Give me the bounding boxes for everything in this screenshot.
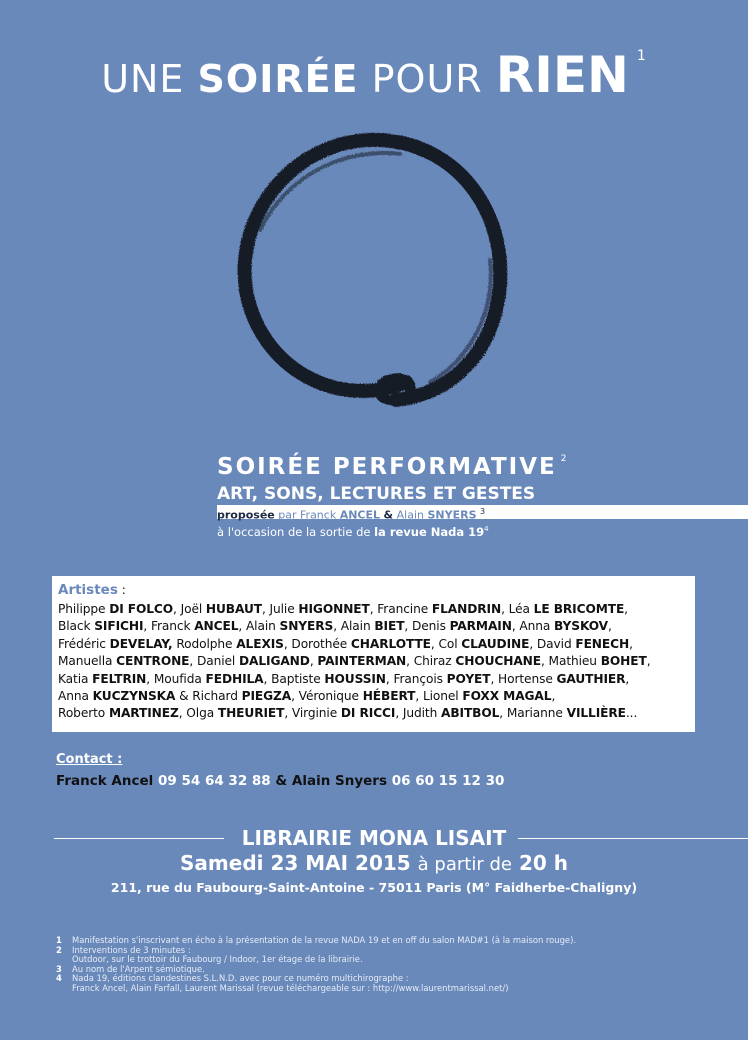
artist-surname: MARTINEZ [108,706,179,721]
artist-surname: HUBAUT [205,602,262,616]
title-note: 1 [636,48,647,64]
poster-title [0,46,748,104]
proposed-by-row: proposée par Franck ANCEL & Alain SNYERS $^3$ [217,505,748,519]
artist-surname: BYSKOV [554,619,609,634]
artists-line: Philippe DI FOLCO, Joël HUBAUT, Julie HIGONNET, Francine FLANDRIN, Léa LE BRICOMTE, [58,602,628,616]
artist-surname: DI FOLCO [109,602,174,616]
artist-surname: FOXX MAGAL [462,689,552,704]
artist-surname: ABITBOL [440,706,500,721]
artist-surname: PARMAIN [449,619,512,634]
artist-surname: PIEGZA [241,689,292,704]
artist-surname: POYET [446,671,491,686]
artist-surname: HÉBERT [362,689,416,704]
artist-surname: SNYERS [279,619,334,634]
performance-subtitle: ART, SONS, LECTURES ET GESTES [217,484,536,504]
artist-surname: CHOUCHANE [455,654,541,669]
artist-surname: FELTRIN [92,671,147,686]
footnote: 2 Interventions de 3 minutes : Outdoor, sur le trottoir du Faubourg / Indoor, 1er étage de la librairie. [56,944,363,965]
contact-phone-2: 06 60 15 12 30 [391,773,505,789]
artist-surname: PAINTERMAN [317,654,407,669]
footnotes [56,936,736,994]
artist-surname: BIET [374,619,405,634]
title-word-2: SOIRÉE [197,57,359,101]
artist-surname: DI RICCI [340,706,396,721]
artist-surname: FENECH [575,636,630,651]
artists-line: Katia FELTRIN, Moufida FEDHILA, Baptiste HOUSSIN, François POYET, Hortense GAUTHIER, [58,671,630,686]
artists-line: Frédéric DEVELAY, Rodolphe ALEXIS, Dorothée CHARLOTTE, Col CLAUDINE, David FENECH, [58,636,633,651]
artist-surname: SIFICHI [94,619,144,634]
artists-line: Black SIFICHI, Franck ANCEL, Alain SNYERS, Alain BIET, Denis PARMAIN, Anna BYSKOV, [58,619,612,634]
artist-surname: FEDHILA [205,671,264,686]
enso-circle-icon [200,110,540,450]
artist-surname: CHARLOTTE [350,636,431,651]
venue-address: 211, rue du Faubourg-Saint-Antoine - 75011 Paris (M° Faidherbe-Chaligny) [110,880,638,895]
artists-line: Anna KUCZYNSKA & Richard PIEGZA, Véronique HÉBERT, Lionel FOXX MAGAL, [58,689,556,704]
footnote: 3 Au nom de l'Arpent sémiotique. [56,963,205,974]
title-word-3: POUR [371,57,483,101]
artists-box [52,576,695,732]
artist-surname: CLAUDINE [461,636,530,651]
venue-name: LIBRAIRIE MONA LISAIT [241,826,507,850]
artist-surname: HOUSSIN [324,671,386,686]
footnote: 1 Manifestation s'inscrivant en écho à la présentation de la revue NADA 19 et en off du salon MAD#1 (à la maison rouge). [56,935,577,945]
artists-line: Roberto MARTINEZ, Olga THEURIET, Virginie DI RICCI, Judith ABITBOL, Marianne VILLIÈRE... [58,706,638,721]
contact-name-1: Franck Ancel [56,773,154,789]
artist-surname: ANCEL [194,619,239,634]
performance-block [217,454,568,504]
artist-surname: HIGONNET [298,602,370,616]
artist-surname: LE BRICOMTE [533,602,625,616]
artist-surname: KUCZYNSKA [92,689,176,704]
artist-surname: ALEXIS [236,636,284,651]
contact-name-2: Alain Snyers [291,773,387,789]
artist-surname: BOHET [600,654,647,669]
title-word-4: RIEN [495,46,629,104]
contact-phone-1: 09 54 64 32 88 [157,773,271,789]
artists-line: Manuella CENTRONE, Daniel DALIGAND, PAINTERMAN, Chiraz CHOUCHANE, Mathieu BOHET, [58,654,651,669]
artist-surname: VILLIÈRE [566,706,626,721]
contact-label: Contact : [56,752,123,767]
artist-surname: CENTRONE [116,654,190,669]
artist-surname: DALIGAND [239,654,310,669]
footnote: 4 Nada 19, éditions clandestines S.L.N.D. avec pour ce numéro multichirographe : Franck Ancel, Alain Farfall, Laurent Marissal (revue téléchargeable sur : http://www.laurentmarissal.net/) [56,973,509,993]
venue-date: Samedi 23 MAI 2015 à partir de 20 h [180,851,568,875]
artists-heading: Artistes : [58,582,126,598]
performance-title: SOIRÉE PERFORMATIVE $^2$ [217,454,569,480]
title-word-1: UNE [101,57,185,101]
artist-surname: THEURIET [217,706,285,721]
artist-surname: DEVELAY, [109,636,173,651]
contact-line: Franck Ancel 09 54 64 32 88 & Alain Snyers 06 60 15 12 30 [56,773,505,789]
artists-list [58,601,689,723]
artist-surname: FLANDRIN [431,602,502,616]
artist-surname: GAUTHIER [556,671,626,686]
occasion-line: à l'occasion de la sortie de la revue Nada $19^4$ [217,525,489,539]
